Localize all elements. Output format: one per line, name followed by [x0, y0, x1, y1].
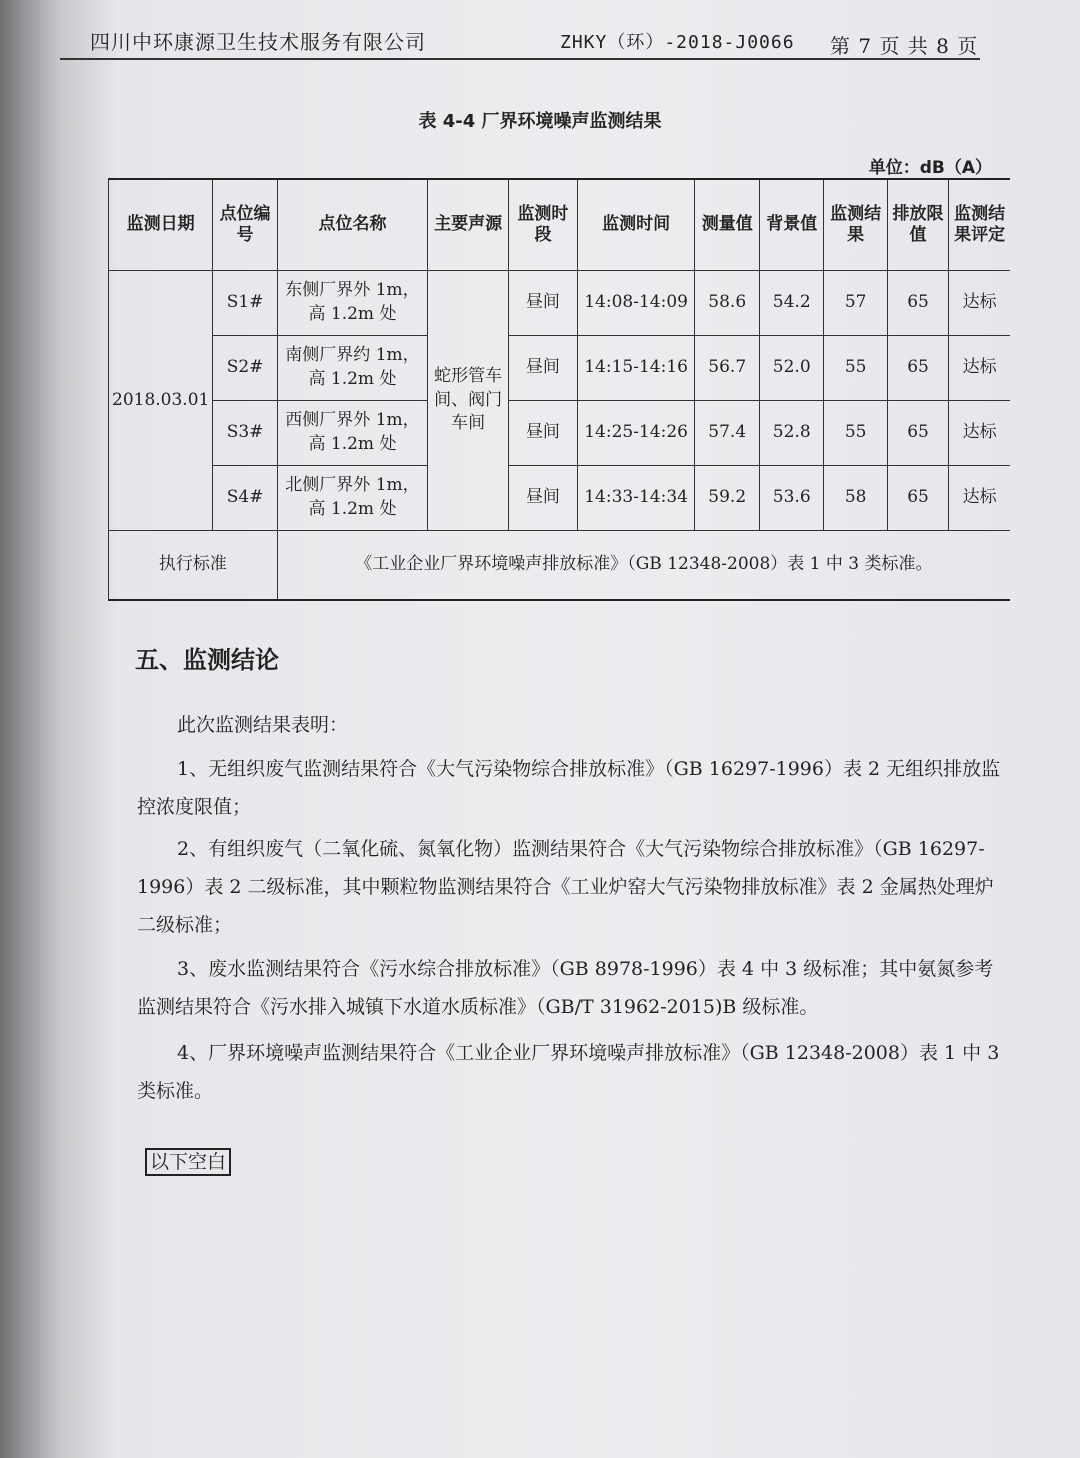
table-row [109, 336, 1011, 401]
measured-cell: 56.7 [695, 336, 760, 401]
evaluation-cell: 达标 [949, 401, 1010, 466]
point-name-cell: 北侧厂界外 1m，高 1.2m 处 [277, 466, 427, 531]
standard-label: 执行标准 [109, 531, 278, 601]
conclusion-intro: 此次监测结果表明： [177, 714, 349, 736]
header-evaluation: 监测结果评定 [949, 179, 1010, 271]
header-point-id: 点位编号 [213, 179, 277, 271]
report-code: ZHKY（环）-2018-J0066 [560, 32, 795, 53]
background-cell: 52.0 [759, 336, 824, 401]
table-row [109, 466, 1011, 531]
header-limit: 排放限值 [887, 179, 948, 271]
background-cell: 52.8 [759, 401, 824, 466]
point-id-cell: S2# [213, 336, 277, 401]
time-cell: 14:25-14:26 [577, 401, 695, 466]
result-cell: 55 [824, 336, 887, 401]
measured-cell: 58.6 [695, 271, 760, 336]
measured-cell: 57.4 [695, 401, 760, 466]
result-cell: 58 [824, 466, 887, 531]
conclusion-item-3: 3、废水监测结果符合《污水综合排放标准》（GB 8978-1996）表 4 中 3 级标准；其中氨氮参考监测结果符合《污水排入城镇下水道水质标准》（GB/T 31962-2015)B 级标准。 [137, 958, 994, 1018]
table-row [109, 401, 1011, 466]
header-point-name: 点位名称 [277, 179, 427, 271]
page-number: 第 7 页 共 8 页 [830, 34, 979, 58]
point-name-cell: 东侧厂界外 1m，高 1.2m 处 [277, 271, 427, 336]
point-name-cell: 西侧厂界外 1m，高 1.2m 处 [277, 401, 427, 466]
time-cell: 14:33-14:34 [577, 466, 695, 531]
header-measured: 测量值 [695, 179, 760, 271]
background-cell: 53.6 [759, 466, 824, 531]
period-cell: 昼间 [509, 336, 578, 401]
limit-cell: 65 [887, 271, 948, 336]
result-cell: 57 [824, 271, 887, 336]
limit-cell: 65 [887, 336, 948, 401]
period-cell: 昼间 [509, 466, 578, 531]
background-cell: 54.2 [759, 271, 824, 336]
conclusion-item-4: 4、厂界环境噪声监测结果符合《工业企业厂界环境噪声排放标准》（GB 12348-2008）表 1 中 3 类标准。 [137, 1042, 1000, 1102]
limit-cell: 65 [887, 466, 948, 531]
period-cell: 昼间 [509, 401, 578, 466]
table-unit: 单位：dB（A） [868, 158, 992, 178]
table-row [109, 271, 1011, 336]
evaluation-cell: 达标 [949, 466, 1010, 531]
limit-cell: 65 [887, 401, 948, 466]
measured-cell: 59.2 [695, 466, 760, 531]
evaluation-cell: 达标 [949, 336, 1010, 401]
source-cell: 蛇形管车间、阀门车间 [428, 271, 509, 531]
period-cell: 昼间 [509, 271, 578, 336]
table-header-row [109, 179, 1011, 271]
evaluation-cell: 达标 [949, 271, 1010, 336]
time-cell: 14:15-14:16 [577, 336, 695, 401]
standard-text: 《工业企业厂界环境噪声排放标准》（GB 12348-2008）表 1 中 3 类标准。 [277, 531, 1010, 601]
noise-monitoring-table [108, 178, 1010, 601]
standard-row [109, 531, 1011, 601]
point-id-cell: S1# [213, 271, 277, 336]
company-name: 四川中环康源卫生技术服务有限公司 [90, 30, 426, 54]
page-header [60, 22, 980, 60]
point-name-cell: 南侧厂界约 1m，高 1.2m 处 [277, 336, 427, 401]
point-id-cell: S3# [213, 401, 277, 466]
header-date: 监测日期 [109, 179, 213, 271]
header-period: 监测时段 [509, 179, 578, 271]
date-cell: 2018.03.01 [109, 271, 213, 531]
time-cell: 14:08-14:09 [577, 271, 695, 336]
conclusion-item-2: 2、有组织废气（二氧化硫、氮氧化物）监测结果符合《大气污染物综合排放标准》（GB 16297-1996）表 2 二级标准，其中颗粒物监测结果符合《工业炉窑大气污染物排放标准》表 2 金属热处理炉二级标准； [137, 838, 994, 936]
point-id-cell: S4# [213, 466, 277, 531]
blank-note-stamp: 以下空白 [145, 1148, 231, 1176]
conclusion-item-1: 1、无组织废气监测结果符合《大气污染物综合排放标准》（GB 16297-1996）表 2 无组织排放监控浓度限值； [137, 758, 1001, 818]
table-title: 表 4-4 厂界环境噪声监测结果 [418, 111, 662, 132]
header-time: 监测时间 [577, 179, 695, 271]
result-cell: 55 [824, 401, 887, 466]
header-background: 背景值 [759, 179, 824, 271]
header-source: 主要声源 [428, 179, 509, 271]
header-result: 监测结果 [824, 179, 887, 271]
section-title: 五、监测结论 [135, 646, 279, 674]
